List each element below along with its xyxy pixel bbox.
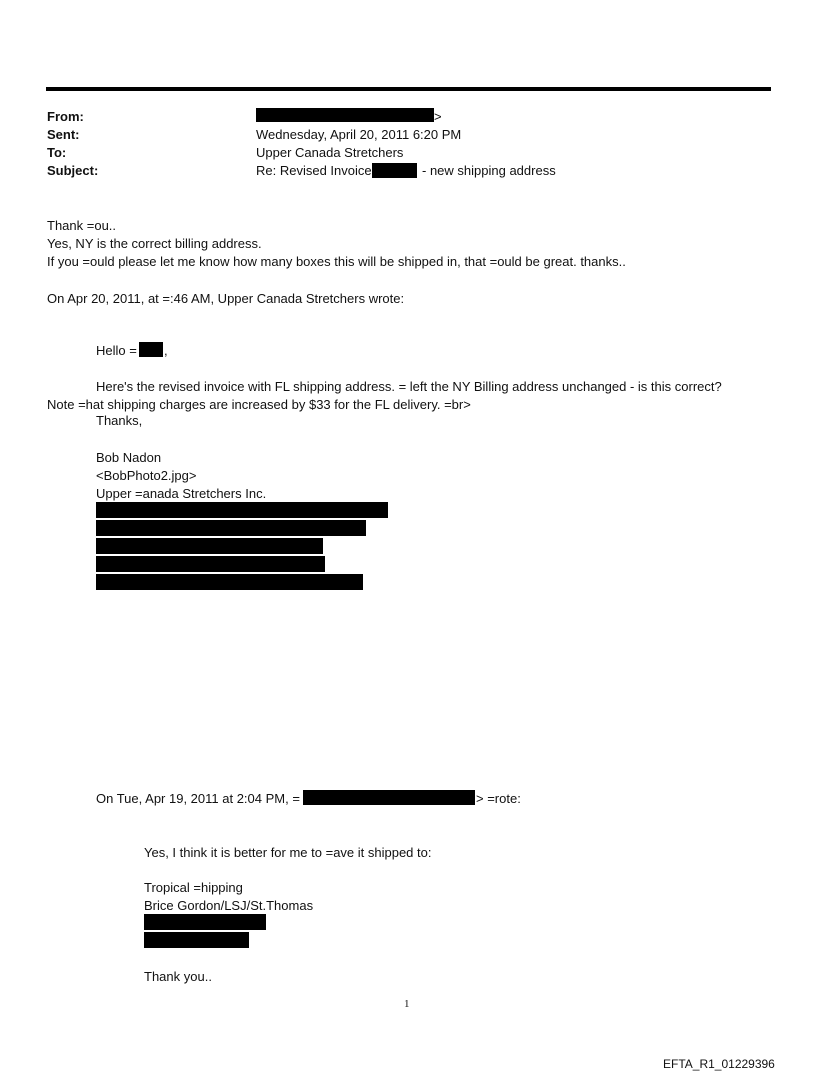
from-label: From: [47, 109, 84, 124]
redaction-sender-address [303, 790, 475, 805]
signature-company: Upper =anada Stretchers Inc. [96, 486, 267, 501]
quoted1-body-2: Note =hat shipping charges are increased by $33 for the FL delivery. =br> [47, 397, 471, 412]
address-line-2: Brice Gordon/LSJ/St.Thomas [144, 898, 314, 913]
page-number: 1 [404, 998, 410, 1010]
subject-suffix: - new shipping address [422, 163, 556, 178]
greeting-prefix: Hello = [96, 343, 137, 358]
quoted1-body-1: Here's the revised invoice with FL shipping address. = left the NY Billing address unchanged - is this correct? [96, 379, 722, 394]
redaction-signature-line-4 [96, 556, 325, 572]
signature-name: Bob Nadon [96, 450, 162, 465]
reply-line-1: Thank =ou.. [47, 218, 117, 233]
quote-intro: On Apr 20, 2011, at =:46 AM, Upper Canada Stretchers wrote: [47, 291, 405, 306]
redaction-signature-line-1 [96, 502, 388, 518]
from-value-suffix: > [434, 109, 442, 124]
subject-prefix: Re: Revised Invoice [256, 163, 372, 178]
sent-label: Sent: [47, 127, 80, 142]
redaction-invoice-number [372, 163, 417, 178]
redaction-from-address [256, 108, 434, 122]
to-value: Upper Canada Stretchers [256, 145, 404, 160]
quoted1-thanks: Thanks, [96, 413, 143, 428]
header-rule [46, 87, 771, 91]
sent-value: Wednesday, April 20, 2011 6:20 PM [256, 127, 462, 142]
redaction-address-line-3 [144, 914, 266, 930]
redaction-signature-line-5 [96, 574, 363, 590]
reply-line-3: If you =ould please let me know how many boxes this will be shipped in, that =ould be great. thanks.. [47, 254, 626, 269]
address-line-1: Tropical =hipping [144, 880, 243, 895]
redaction-address-line-4 [144, 932, 249, 948]
quoted2-intro-prefix: On Tue, Apr 19, 2011 at 2:04 PM, = [96, 791, 300, 806]
redaction-signature-line-3 [96, 538, 323, 554]
redaction-signature-line-2 [96, 520, 366, 536]
quoted2-body: Yes, I think it is better for me to =ave it shipped to: [144, 845, 432, 860]
reply-line-2: Yes, NY is the correct billing address. [47, 236, 262, 251]
document-id: EFTA_R1_01229396 [663, 1057, 775, 1071]
subject-label: Subject: [47, 163, 99, 178]
quoted2-intro-suffix: > =rote: [476, 791, 521, 806]
signature-photo: <BobPhoto2.jpg> [96, 468, 197, 483]
redaction-greeting-name [139, 342, 163, 357]
to-label: To: [47, 145, 67, 160]
greeting-suffix: , [164, 343, 168, 358]
quoted2-thanks: Thank you.. [144, 969, 212, 984]
